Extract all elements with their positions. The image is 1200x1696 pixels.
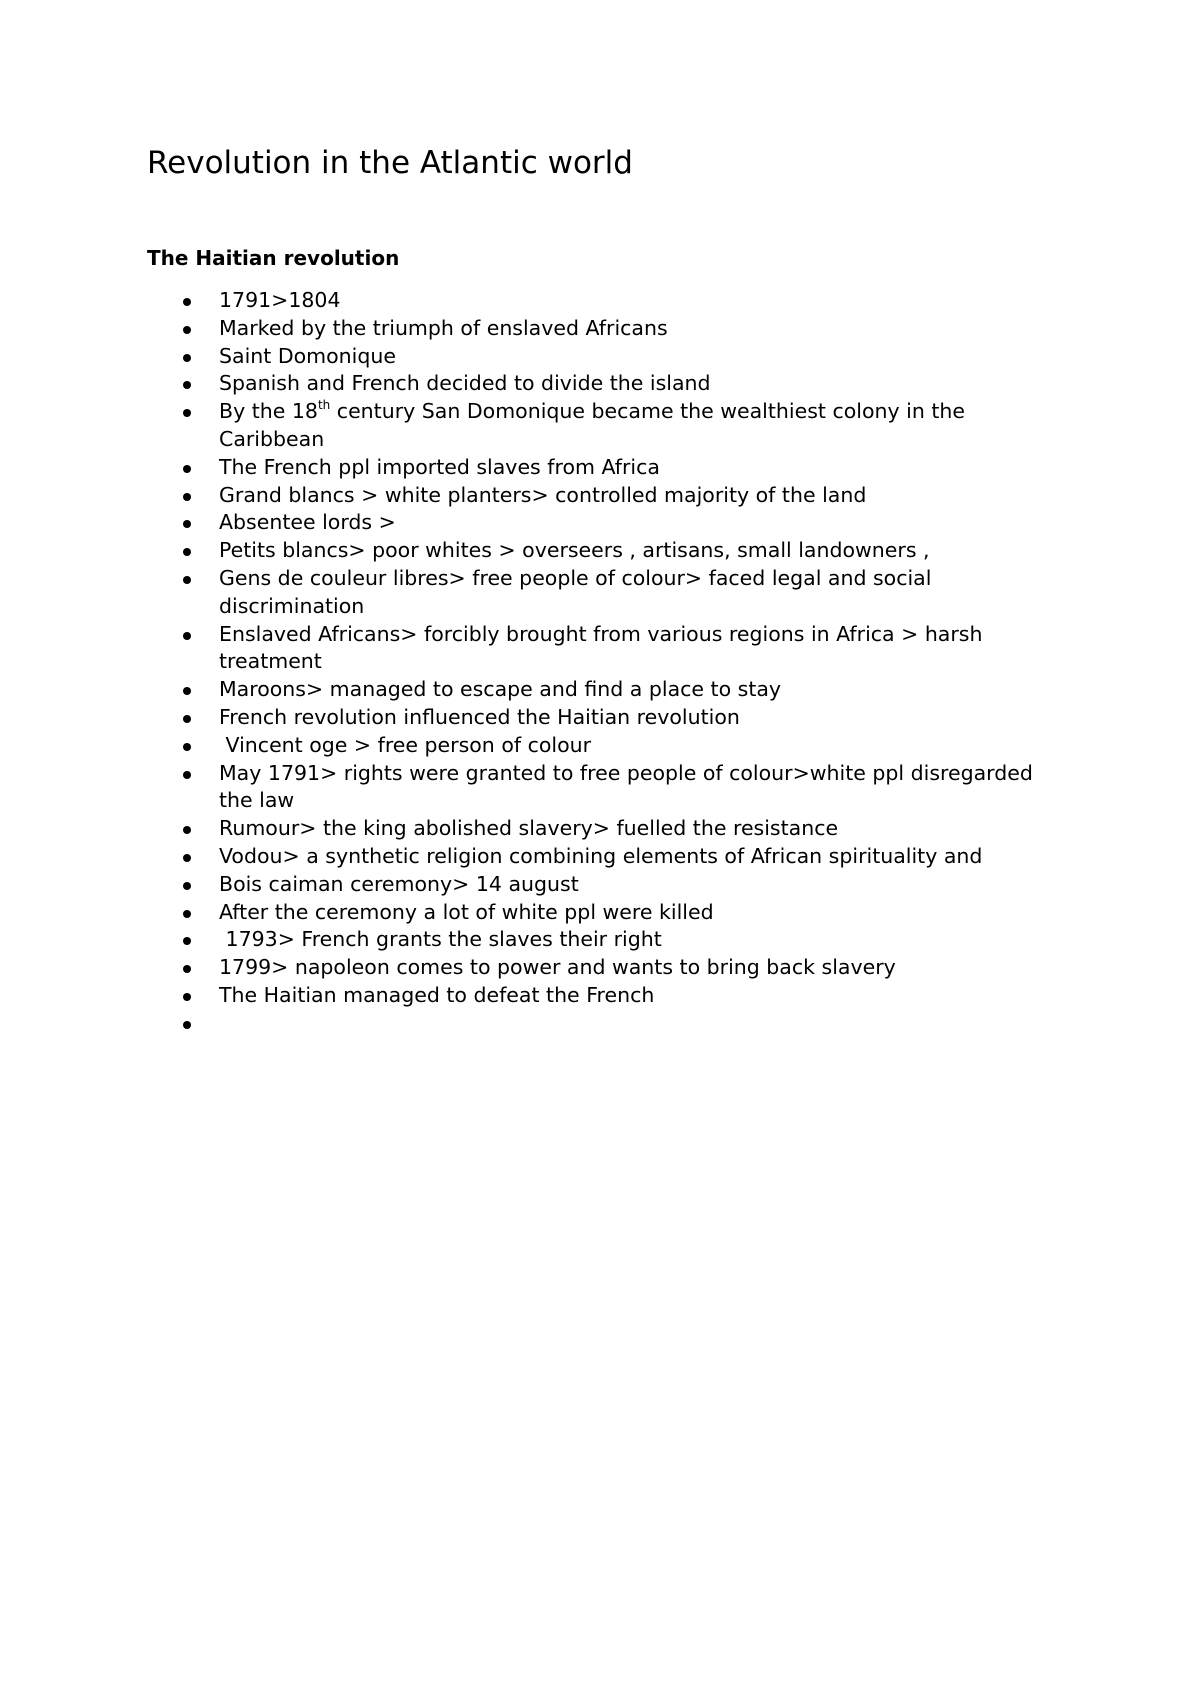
bullet-icon — [183, 409, 191, 417]
bullet-icon — [183, 576, 191, 584]
list-item-text: Rumour> the king abolished slavery> fuelled the resistance — [219, 816, 839, 841]
ordinal-superscript: th — [317, 398, 331, 413]
bullet-icon — [183, 687, 191, 695]
list-item-empty — [0, 1010, 1069, 1038]
section-heading: The Haitian revolution — [147, 246, 400, 270]
list-item — [0, 565, 1069, 621]
list-item — [0, 899, 1069, 927]
bullet-icon — [183, 937, 191, 945]
list-item — [0, 315, 1069, 343]
list-item-text: Grand blancs > white planters> controlled majority of the land — [219, 482, 867, 507]
list-item — [0, 871, 1069, 899]
list-item — [0, 926, 1069, 954]
bullet-icon — [183, 715, 191, 723]
list-item-text — [219, 1010, 1069, 1038]
list-item-text: 1799> napoleon comes to power and wants to bring back slavery — [219, 955, 896, 980]
list-item-text: Saint Domonique — [219, 343, 396, 368]
list-item-text: Enslaved Africans> forcibly brought from various regions in Africa > harsh treatment — [219, 621, 990, 674]
list-item — [0, 843, 1069, 871]
list-item-text: Gens de couleur libres> free people of colour> faced legal and social discrimination — [219, 565, 938, 618]
list-item-text: Bois caiman ceremony> 14 august — [219, 871, 579, 896]
list-item — [0, 343, 1069, 371]
document-title: Revolution in the Atlantic world — [147, 145, 633, 181]
bullet-icon — [183, 743, 191, 751]
list-item-text-end: century San Domonique became the wealthiest colony in the Caribbean — [219, 399, 972, 451]
list-item — [0, 732, 1069, 760]
list-item-text: After the ceremony a lot of white ppl were killed — [219, 899, 714, 924]
list-item — [0, 815, 1069, 843]
bullet-icon — [183, 465, 191, 473]
list-item-text: May 1791> rights were granted to free people of colour>white ppl disregarded the law — [219, 760, 1040, 813]
bullet-icon — [183, 993, 191, 1001]
list-item — [0, 537, 1069, 565]
list-item-text: Maroons> managed to escape and find a place to stay — [219, 677, 782, 702]
bullet-icon — [183, 632, 191, 640]
list-item — [0, 482, 1069, 510]
list-item-text: Vodou> a synthetic religion combining elements of African spirituality and — [219, 843, 983, 868]
list-item-text-start: By the 18 — [219, 399, 318, 424]
bullet-list — [0, 287, 1200, 1038]
list-item — [0, 982, 1069, 1010]
list-item — [0, 676, 1069, 704]
bullet-icon — [183, 965, 191, 973]
bullet-icon — [183, 882, 191, 890]
list-item — [0, 398, 1069, 454]
bullet-icon — [183, 381, 191, 389]
bullet-icon — [183, 493, 191, 501]
bullet-icon — [183, 771, 191, 779]
bullet-icon — [183, 826, 191, 834]
bullet-icon — [183, 298, 191, 306]
list-item — [0, 287, 1069, 315]
list-item-text: 1793> French grants the slaves their right — [219, 927, 662, 952]
list-item — [0, 370, 1069, 398]
bullet-icon — [183, 548, 191, 556]
list-item-text: Absentee lords > — [219, 510, 396, 535]
list-item-text: Petits blancs> poor whites > overseers , artisans, small landowners , — [219, 538, 930, 563]
list-item-text: 1791>1804 — [219, 288, 341, 312]
list-item — [0, 954, 1069, 982]
bullet-icon — [183, 1021, 191, 1029]
list-item — [0, 509, 1069, 537]
list-item — [0, 760, 1069, 816]
bullet-icon — [183, 326, 191, 334]
list-item-text: French revolution influenced the Haitian revolution — [219, 704, 740, 729]
bullet-icon — [183, 910, 191, 918]
list-item — [0, 621, 1069, 677]
bullet-icon — [183, 354, 191, 362]
list-item-text: Vincent oge > free person of colour — [219, 732, 592, 757]
list-item — [0, 454, 1069, 482]
list-item-text: The French ppl imported slaves from Africa — [219, 454, 660, 479]
list-item-text — [219, 398, 1069, 454]
list-item-text: Spanish and French decided to divide the island — [219, 371, 711, 396]
list-item — [0, 704, 1069, 732]
list-item-text: Marked by the triumph of enslaved Africans — [219, 315, 668, 340]
bullet-icon — [183, 854, 191, 862]
list-item-text: The Haitian managed to defeat the French — [219, 982, 655, 1007]
bullet-icon — [183, 520, 191, 528]
